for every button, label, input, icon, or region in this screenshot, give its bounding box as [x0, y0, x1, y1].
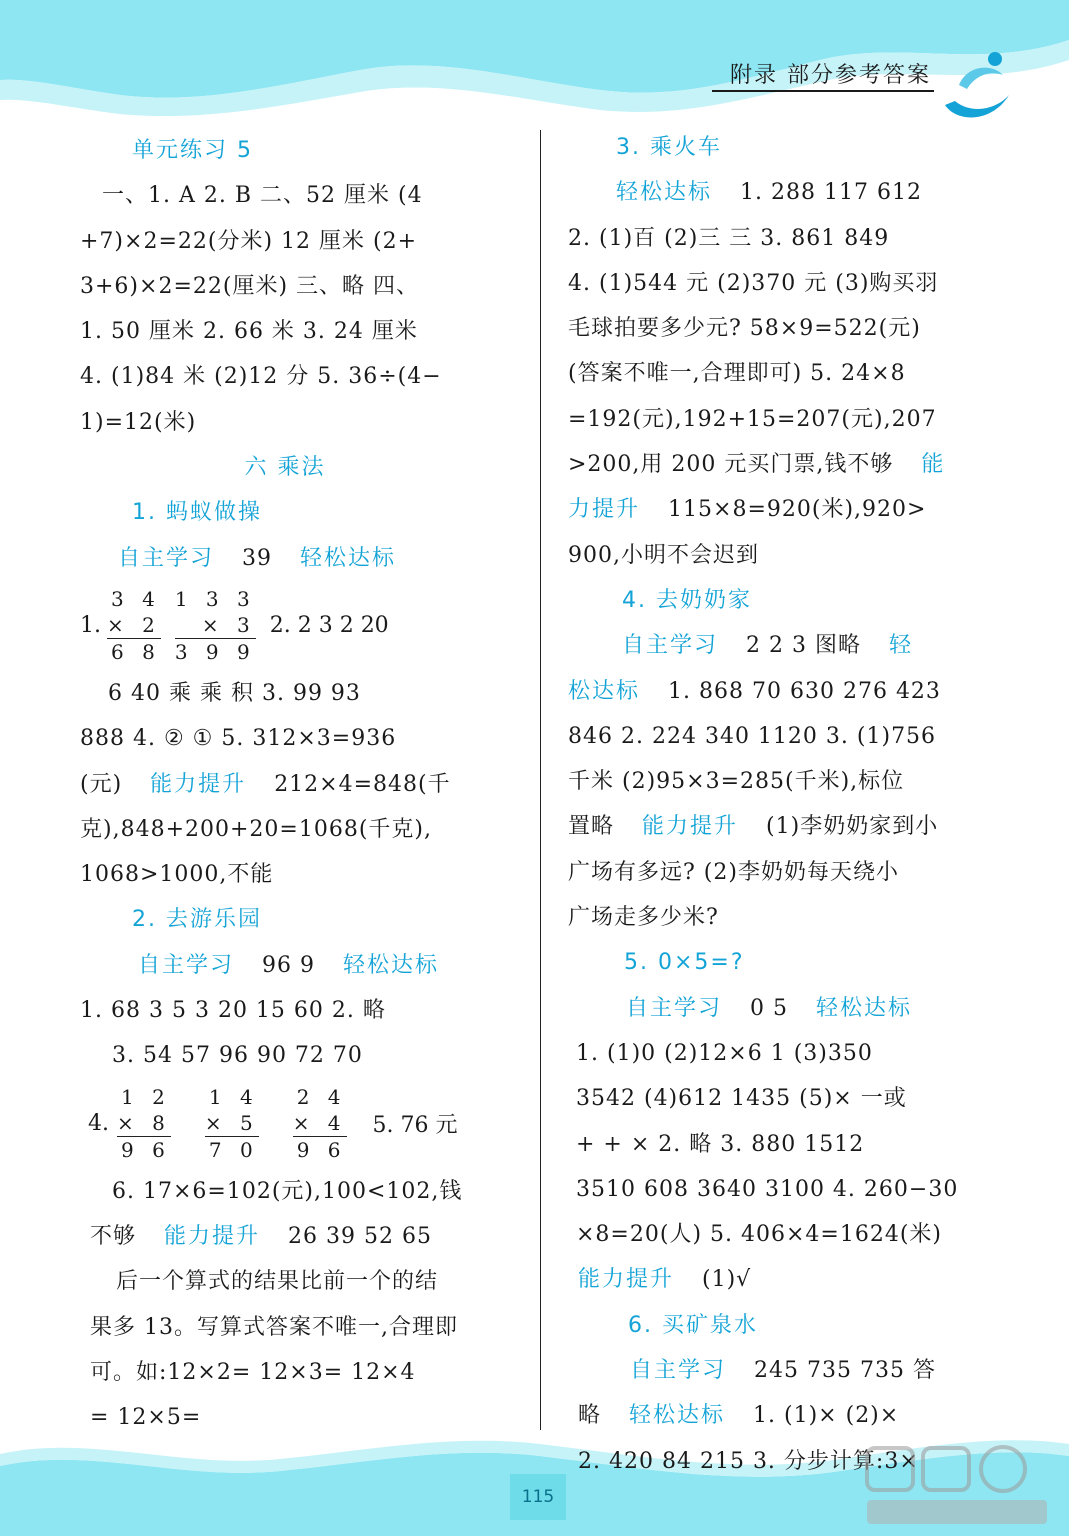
header-underline: [712, 90, 934, 92]
item-number: 1.: [80, 613, 101, 639]
text-line: 1068>1000,不能: [80, 862, 274, 888]
vertical-calc: 1 2 × 8 9 6: [117, 1085, 171, 1163]
vertical-calc: 3 4 × 2 6 8: [107, 587, 161, 665]
text-line: 轻松达标 1. 288 117 612: [616, 180, 922, 206]
section-title-1: 1. 蚂蚁做操: [132, 500, 262, 526]
text-line: 3542 (4)612 1435 (5)× 一或: [576, 1086, 907, 1112]
text-line: 4. (1)544 元 (2)370 元 (3)购买羽: [568, 270, 939, 296]
vertical-calc-row: 4. 1 2 × 8 9 6 1 4 × 5 7 0 2 4 × 4 9 6 5. 76 元: [88, 1085, 458, 1163]
text-line: = 12×5=: [90, 1405, 202, 1431]
text-line: 888 4. ② ① 5. 312×3=936: [80, 726, 397, 752]
keyword-qingsong: 轻松达标: [616, 180, 713, 206]
keyword-qingsong: 轻松达标: [300, 545, 397, 571]
keyword-nengli-part: 力提升: [568, 497, 641, 523]
text-line: 广场走多少米?: [568, 905, 719, 931]
right-column: [568, 125, 984, 1484]
section-title-5: 5. 0×5=?: [624, 950, 745, 976]
text-line: + + × 2. 略 3. 880 1512: [576, 1131, 865, 1157]
answer: 39: [242, 545, 273, 571]
keyword-qingsong: 轻松达标: [629, 1403, 726, 1429]
section-title-6: 6. 买矿泉水: [628, 1312, 758, 1338]
watermark-logo-icon: [857, 1440, 1057, 1530]
column-divider: [540, 130, 541, 1430]
keyword-nengli: 能力提升: [150, 771, 247, 797]
text-line: 3510 608 3640 3100 4. 260−30: [576, 1176, 959, 1202]
text-line: 自主学习 2 2 3 图略 轻: [622, 633, 914, 659]
header-title: 附录 部分参考答案: [730, 63, 931, 88]
text-line: 2. 420 84 215 3. 分步计算:3×: [578, 1448, 919, 1474]
text-line: 广场有多远? (2)李奶奶每天绕小: [568, 859, 899, 885]
keyword-nengli-part: 能: [921, 452, 946, 478]
text-line: 克),848+200+20=1068(千克),: [80, 816, 433, 842]
chapter-title: 六 乘法: [244, 455, 326, 481]
keyword-nengli: 能力提升: [642, 814, 739, 840]
section-title-3: 3. 乘火车: [616, 135, 722, 160]
text-line: 不够 能力提升 26 39 52 65: [90, 1223, 432, 1249]
text-line: 900,小明不会迟到: [568, 542, 759, 568]
keyword-zizhu: 自主学习: [138, 952, 235, 978]
text-line: 果多 13。写算式答案不唯一,合理即: [90, 1314, 458, 1340]
text-line: 846 2. 224 340 1120 3. (1)756: [568, 723, 937, 749]
text-line: 2. (1)百 (2)三 三 3. 861 849: [568, 225, 890, 251]
keyword-zizhu: 自主学习: [622, 633, 719, 659]
section-title-4: 4. 去奶奶家: [622, 587, 752, 613]
text-line: 后一个算式的结果比前一个的结: [116, 1269, 439, 1295]
text-line: 千米 (2)95×3=285(千米),标位: [568, 769, 905, 795]
keyword-zizhu: 自主学习: [630, 1358, 727, 1384]
text-line: 6 40 乘 乘 积 3. 99 93: [108, 680, 361, 706]
swoosh-logo-icon: [937, 45, 1017, 125]
text-line: (答案不唯一,合理即可) 5. 24×8: [568, 361, 906, 387]
text-line: +7)×2=22(分米) 12 厘米 (2+: [80, 228, 418, 254]
text-line: (元) 能力提升 212×4=848(千: [80, 771, 451, 797]
text-line: 自主学习 245 735 735 答: [630, 1358, 936, 1384]
text-line: 3+6)×2=22(厘米) 三、略 四、: [80, 273, 420, 299]
item-number: 4.: [88, 1111, 109, 1137]
section-title-unit5: 单元练习 5: [132, 138, 253, 163]
text-line: 一、1. A 2. B 二、52 厘米 (4: [102, 183, 423, 209]
keyword-zizhu: 自主学习: [118, 545, 215, 571]
keyword-nengli: 能力提升: [578, 1267, 675, 1293]
text-line: =192(元),192+15=207(元),207: [568, 406, 937, 432]
text-line: 3. 54 57 96 90 72 70: [112, 1043, 363, 1069]
keyword-qingsong: 轻松达标: [343, 952, 440, 978]
text-line: [80, 536, 490, 581]
keyword-qingsong: 轻松达标: [816, 995, 913, 1021]
text-line: 毛球拍要多少元? 58×9=522(元): [568, 316, 921, 342]
text-line: ×8=20(人) 5. 406×4=1624(米): [576, 1222, 943, 1248]
text-line: 1)=12(米): [80, 409, 197, 435]
keyword-nengli: 能力提升: [164, 1223, 261, 1249]
keyword-zizhu: 自主学习: [626, 995, 723, 1021]
text-line: 1. (1)0 (2)12×6 1 (3)350: [576, 1040, 873, 1066]
text-line: 松达标 1. 868 70 630 276 423: [568, 678, 941, 704]
text-line: >200,用 200 元买门票,钱不够 能: [568, 452, 946, 478]
text-line: 略 轻松达标 1. (1)× (2)×: [578, 1403, 900, 1429]
text-line: 力提升 115×8=920(米),920>: [568, 497, 927, 523]
text-line: 1. 68 3 5 3 20 15 60 2. 略: [80, 998, 386, 1024]
text: 2. 2 3 2 20: [269, 613, 389, 639]
left-column: [80, 128, 490, 1440]
text-line: 可。如:12×2= 12×3= 12×4: [90, 1359, 416, 1385]
text-line: 6. 17×6=102(元),100<102,钱: [112, 1178, 463, 1204]
text-line: 1. 50 厘米 2. 66 米 3. 24 厘米: [80, 319, 418, 345]
section-title-2: 2. 去游乐园: [132, 907, 262, 933]
text-line: 自主学习 0 5 轻松达标: [626, 995, 913, 1021]
page-number: 115: [510, 1474, 566, 1520]
keyword-qingsong-part: 轻: [889, 633, 914, 659]
keyword-qingsong-part: 松达标: [568, 678, 641, 704]
text-line: 自主学习 96 9 轻松达标: [138, 952, 440, 978]
vertical-calc: 2 4 × 4 9 6: [292, 1085, 347, 1163]
text-line: 能力提升 (1)√: [578, 1267, 752, 1293]
vertical-calc-row: [80, 581, 490, 671]
vertical-calc: 1 4 × 5 7 0: [204, 1085, 259, 1163]
text-line: 4. (1)84 米 (2)12 分 5. 36÷(4−: [80, 364, 442, 390]
vertical-calc: 1 3 3 × 3 3 9 9: [174, 587, 256, 665]
text-line: 置略 能力提升 (1)李奶奶家到小: [568, 814, 939, 840]
